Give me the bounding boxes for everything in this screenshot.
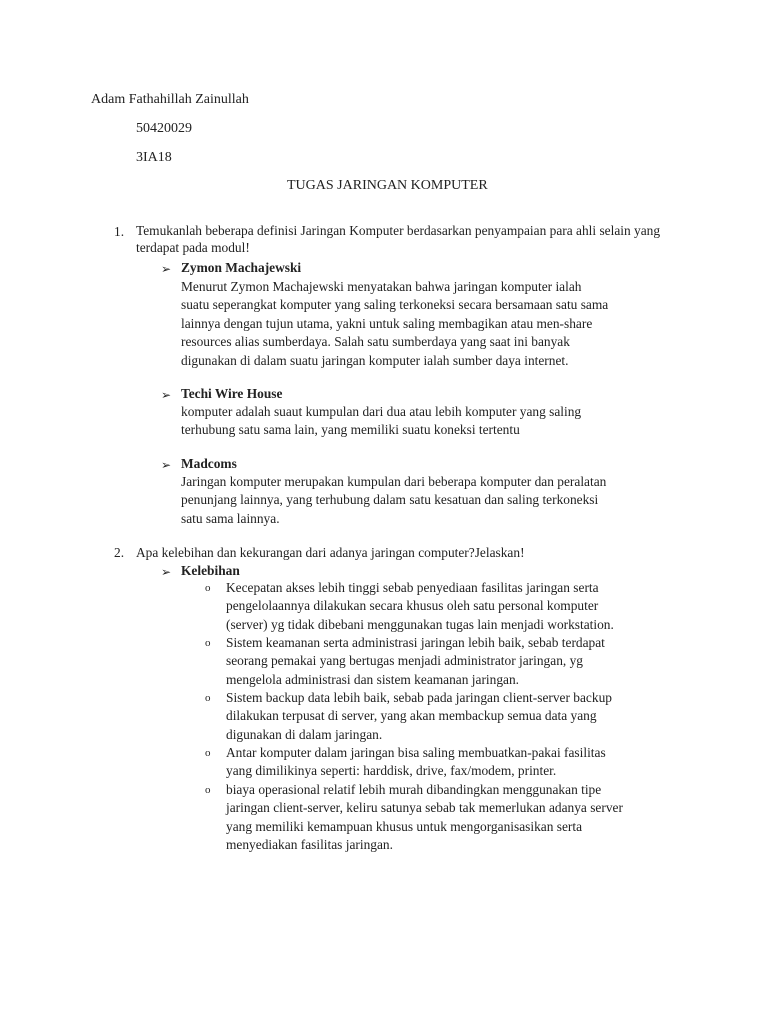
circle-bullet-icon: o (205, 692, 211, 704)
text-line: Menurut Zymon Machajewski menyatakan bahwa jaringan komputer ialah (181, 279, 582, 294)
author-name: Adam Fathahillah Zainullah (91, 92, 249, 107)
text-line: penunjang lainnya, yang terhubung dalam satu kesatuan dan saling terkoneksi (181, 492, 599, 508)
circle-bullet-icon: o (205, 784, 211, 796)
text-line: Jaringan komputer merupakan kumpulan dari beberapa komputer dan peralatan (181, 474, 607, 489)
question-1-number: 1. (114, 224, 125, 239)
expert-name: Techi Wire House (181, 386, 283, 401)
text-line: Sistem backup data lebih baik, sebab pada jaringan client-server backup (226, 690, 612, 705)
text-line: resources alias sumberdaya. Salah satu sumberdaya yang saat ini banyak (181, 334, 570, 350)
expert-definition (181, 403, 581, 440)
text-line: lainnya dengan tujun utama, yakni untuk saling membagikan atau men-share (181, 315, 593, 331)
student-number: 50420029 (136, 121, 192, 136)
expert-definition (181, 473, 606, 528)
text-line: digunakan di dalam jaringan. (226, 726, 383, 742)
text-line: Kecepatan akses lebih tinggi sebab penyediaan fasilitas jaringan serta (226, 580, 599, 595)
text-line: digunakan di dalam suatu jaringan komputer ialah sumber daya internet. (181, 352, 569, 368)
text-line: mengelola administrasi dan sistem keamanan jaringan. (226, 671, 520, 687)
text-line: terdapat pada modul! (136, 240, 250, 256)
class-code: 3IA18 (136, 150, 172, 165)
text-line: pengelolaannya dilakukan secara khusus oleh satu personal komputer (226, 598, 599, 614)
list-item (226, 579, 614, 634)
circle-bullet-icon: o (205, 747, 211, 759)
text-line: seorang pemakai yang bertugas menjadi administrator jaringan, yg (226, 653, 583, 669)
text-line: Temukanlah beberapa definisi Jaringan Komputer berdasarkan penyampaian para ahli selain yang (136, 223, 661, 238)
arrow-bullet-icon: ➢ (161, 565, 172, 579)
text-line: yang dimilikinya seperti: harddisk, drive, fax/modem, printer. (226, 763, 557, 779)
text-line: (server) yg tidak dibebani menggunakan tugas lain menjadi workstation. (226, 616, 614, 632)
text-line: menyediakan fasilitas jaringan. (226, 837, 393, 853)
text-line: suatu seperangkat komputer yang saling terkoneksi secara bersamaan satu sama (181, 297, 609, 313)
expert-name: Zymon Machajewski (181, 260, 302, 275)
text-line: komputer adalah suaut kumpulan dari dua atau lebih komputer yang saling (181, 404, 582, 419)
text-line: Sistem keamanan serta administrasi jaringan lebih baik, sebab terdapat (226, 635, 605, 650)
text-line: jaringan client-server, keliru satunya sebab tak memerlukan adanya server (226, 800, 623, 816)
list-item (226, 744, 606, 781)
list-item (226, 634, 605, 689)
text-line: terhubung satu sama lain, yang memiliki suatu koneksi tertentu (181, 422, 520, 438)
text-line: dilakukan terpusat di server, yang akan membackup semua data yang (226, 708, 597, 724)
question-1-text (136, 222, 660, 258)
expert-definition (181, 278, 608, 370)
text-line: biaya operasional relatif lebih murah dibandingkan menggunakan tipe (226, 782, 602, 797)
circle-bullet-icon: o (205, 582, 211, 594)
question-2-text: Apa kelebihan dan kekurangan dari adanya jaringan computer?Jelaskan! (136, 545, 525, 560)
text-line: Antar komputer dalam jaringan bisa saling membuatkan-pakai fasilitas (226, 745, 606, 760)
expert-name: Madcoms (181, 456, 237, 471)
arrow-bullet-icon: ➢ (161, 262, 172, 276)
text-line: satu sama lainnya. (181, 510, 280, 526)
arrow-bullet-icon: ➢ (161, 388, 172, 402)
arrow-bullet-icon: ➢ (161, 458, 172, 472)
section-heading-kelebihan: Kelebihan (181, 563, 240, 578)
question-2-number: 2. (114, 545, 125, 560)
text-line: yang memiliki kemampuan khusus untuk mengorganisasikan serta (226, 818, 583, 834)
circle-bullet-icon: o (205, 637, 211, 649)
list-item (226, 689, 612, 744)
list-item (226, 781, 623, 855)
document-title: TUGAS JARINGAN KOMPUTER (287, 178, 488, 193)
